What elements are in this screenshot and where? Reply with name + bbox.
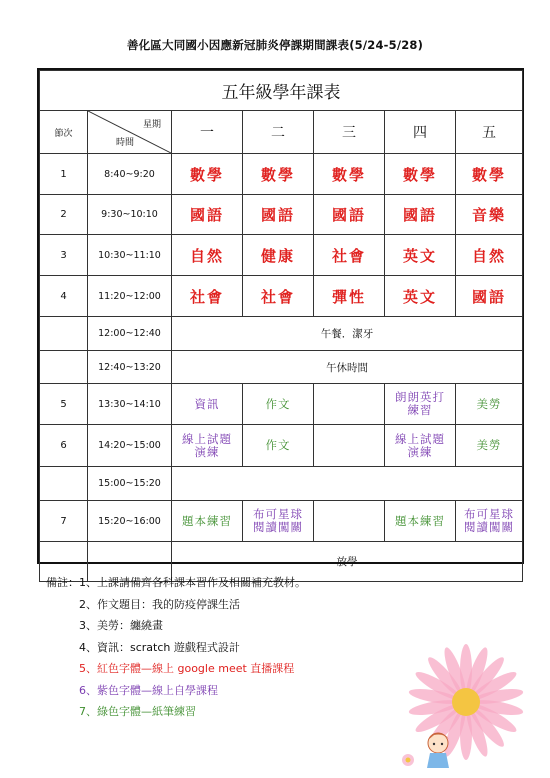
header-row: [40, 111, 523, 154]
time-cell: 14:20~15:00: [88, 425, 172, 467]
note-item: 7、綠色字體—紙筆練習: [79, 705, 196, 718]
timetable-row: [40, 195, 523, 235]
note-item: 5、紅色字體—線上 google meet 直播課程: [79, 662, 295, 675]
time-cell: 15:20~16:00: [88, 501, 172, 542]
subject-cell: 數學: [385, 154, 456, 195]
period-cell: 3: [40, 235, 88, 276]
subject-cell: 數學: [172, 154, 243, 195]
timetable-frame: [37, 68, 524, 568]
subject-cell: 社會: [172, 276, 243, 317]
period-cell: 4: [40, 276, 88, 317]
timetable-banner: 五年級學年課表: [40, 71, 523, 111]
period-cell: 5: [40, 384, 88, 425]
subject-cell: 國語: [243, 195, 314, 235]
subject-cell: 美勞: [456, 384, 523, 425]
subject-cell: 彈性: [314, 276, 385, 317]
period-cell: 2: [40, 195, 88, 235]
time-cell: 13:30~14:10: [88, 384, 172, 425]
period-cell: [40, 467, 88, 501]
merged-row-cell: 放學: [172, 542, 523, 582]
period-cell: 6: [40, 425, 88, 467]
timetable-row: [40, 317, 523, 351]
note-item: 2、作文題目：我的防疫停課生活: [79, 597, 240, 611]
time-cell: 15:00~15:20: [88, 467, 172, 501]
day-header: 一: [172, 111, 243, 154]
time-cell: 10:30~11:10: [88, 235, 172, 276]
weekday-time-header: [88, 111, 172, 154]
subject-cell: 線上試題 演練: [172, 425, 243, 467]
empty-cell: [314, 425, 385, 467]
notes-section: [46, 572, 306, 723]
time-cell: 12:40~13:20: [88, 351, 172, 384]
timetable-row: [40, 501, 523, 542]
merged-row-cell: 午休時間: [172, 351, 523, 384]
subject-cell: 數學: [243, 154, 314, 195]
period-header: 節次: [40, 111, 88, 154]
time-cell: 9:30~10:10: [88, 195, 172, 235]
subject-cell: 英文: [385, 276, 456, 317]
time-cell: 11:20~12:00: [88, 276, 172, 317]
timetable-row: [40, 276, 523, 317]
merged-row-cell: [172, 467, 523, 501]
period-cell: [40, 351, 88, 384]
time-cell: 8:40~9:20: [88, 154, 172, 195]
note-item: 6、紫色字體—線上自學課程: [79, 683, 218, 697]
note-item: 4、資訊：scratch 遊戲程式設計: [79, 640, 240, 654]
subject-cell: 音樂: [456, 195, 523, 235]
subject-cell: 資訊: [172, 384, 243, 425]
day-header: 三: [314, 111, 385, 154]
timetable: [39, 70, 523, 582]
subject-cell: 健康: [243, 235, 314, 276]
subject-cell: 英文: [385, 235, 456, 276]
subject-cell: 作文: [243, 384, 314, 425]
subject-cell: 社會: [314, 235, 385, 276]
timetable-row: [40, 235, 523, 276]
day-header: 二: [243, 111, 314, 154]
timetable-row: [40, 384, 523, 425]
document-title: 善化區大同國小因應新冠肺炎停課期間課表(5/24-5/28): [126, 38, 424, 52]
subject-cell: 布可星球 閱讀闖關: [456, 501, 523, 542]
day-header: 五: [456, 111, 523, 154]
subject-cell: 國語: [172, 195, 243, 235]
empty-cell: [314, 384, 385, 425]
timetable-row: [40, 425, 523, 467]
subject-cell: 題本練習: [172, 501, 243, 542]
subject-cell: 國語: [314, 195, 385, 235]
period-cell: [40, 317, 88, 351]
time-cell: 12:00~12:40: [88, 317, 172, 351]
subject-cell: 自然: [456, 235, 523, 276]
note-text: 1、上課請備齊各科課本習作及相關補充教材。: [79, 576, 306, 589]
note-item: 3、美勞：纏繞畫: [79, 619, 163, 632]
weekday-label: 星期: [142, 120, 161, 130]
note-item: [46, 572, 306, 594]
subject-cell: 國語: [456, 276, 523, 317]
subject-cell: 國語: [385, 195, 456, 235]
period-cell: 7: [40, 501, 88, 542]
notes-label: 備註：: [46, 576, 79, 589]
subject-cell: 布可星球 閱讀闖關: [243, 501, 314, 542]
flower-center: [452, 688, 480, 716]
flower-illustration: [388, 640, 538, 775]
small-flower: [402, 754, 414, 766]
subject-cell: 社會: [243, 276, 314, 317]
subject-cell: 美勞: [456, 425, 523, 467]
subject-cell: 作文: [243, 425, 314, 467]
subject-cell: 朗朗英打 練習: [385, 384, 456, 425]
empty-cell: [314, 501, 385, 542]
subject-cell: 數學: [456, 154, 523, 195]
day-header: 四: [385, 111, 456, 154]
period-cell: 1: [40, 154, 88, 195]
timetable-row: [40, 351, 523, 384]
subject-cell: 線上試題 演練: [385, 425, 456, 467]
subject-cell: 題本練習: [385, 501, 456, 542]
timetable-row: [40, 154, 523, 195]
subject-cell: 自然: [172, 235, 243, 276]
merged-row-cell: 午餐．潔牙: [172, 317, 523, 351]
subject-cell: 數學: [314, 154, 385, 195]
timetable-row: [40, 467, 523, 501]
time-label: 時間: [116, 138, 135, 148]
